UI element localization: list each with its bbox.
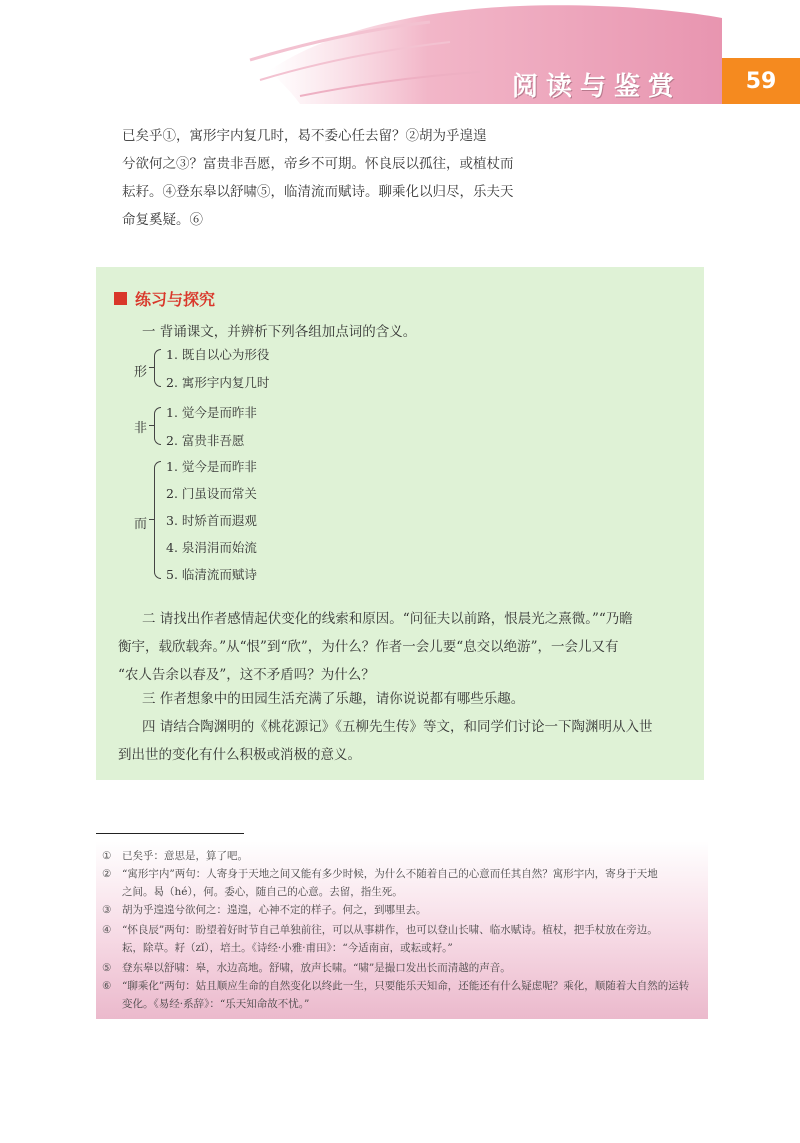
question-4-line: 到出世的变化有什么积极或消极的意义。 <box>118 747 361 763</box>
question-2-line: 二 请找出作者感情起伏变化的线索和原因。“问征夫以前路，恨晨光之熹微。”“乃瞻 <box>142 611 633 627</box>
footnote-mark: ③ <box>102 904 112 916</box>
footnote-text: “怀良辰”两句：盼望着好时节自己单独前往，可以从事耕作，也可以登山长啸、临水赋诗。植杖，把手杖放在旁边。 <box>122 924 658 936</box>
group-item: 3. 时矫首而遐观 <box>166 513 257 528</box>
poem-excerpt <box>122 122 592 234</box>
poem-line: 耘耔。④登东皋以舒啸⑤，临清流而赋诗。聊乘化以归尽，乐夫天 <box>122 184 514 200</box>
question-2-line: 衡宇，载欣载奔。”从“恨”到“欣”，为什么？作者一会儿要“息交以绝游”，一会儿又有 <box>118 639 619 655</box>
footnote <box>102 865 702 901</box>
question-1: 一 背诵课文，并辨析下列各组加点词的含义。 <box>142 324 417 340</box>
footnotes <box>96 841 708 1019</box>
poem-line: 已矣乎①，寓形宇内复几时，曷不委心任去留？②胡为乎遑遑 <box>122 128 487 144</box>
group-item: 5. 临清流而赋诗 <box>166 567 257 582</box>
brace-icon <box>154 349 161 387</box>
group-char: 非 <box>134 421 148 436</box>
group-char: 而 <box>134 517 148 532</box>
footnote-text: “聊乘化”两句：姑且顺应生命的自然变化以终此一生，只要能乐天知命，还能还有什么疑虑呢？乘化，顺随着大自然的运转 <box>122 980 690 992</box>
group-item: 4. 泉涓涓而始流 <box>166 540 257 555</box>
question-4-line: 四 请结合陶渊明的《桃花源记》《五柳先生传》等文，和同学们讨论一下陶渊明从入世 <box>142 719 653 735</box>
footnote <box>102 901 702 919</box>
footnote-text: 变化。《易经·系辞》：“乐天知命故不忧。” <box>122 998 310 1010</box>
group-item: 2. 寓形宇内复几时 <box>166 375 270 390</box>
group-item: 1. 觉今是而昨非 <box>166 405 257 420</box>
footnote-mark: ① <box>102 850 112 862</box>
exercise-heading <box>114 287 215 310</box>
brace-icon <box>154 461 161 579</box>
heading-square-icon <box>114 292 127 305</box>
footnote <box>102 847 702 865</box>
footnote-text: 之间。曷（hé），何。委心，随自己的心意。去留，指生死。 <box>122 886 403 898</box>
group-item: 1. 觉今是而昨非 <box>166 459 257 474</box>
footnote-mark: ⑤ <box>102 962 112 974</box>
footnote <box>102 959 702 977</box>
question-4 <box>118 713 688 769</box>
footnote-mark: ⑥ <box>102 980 112 992</box>
footnote-text: 耘，除草。耔（zǐ），培土。《诗经·小雅·甫田》：“今适南亩，或耘或耔。” <box>122 942 453 954</box>
footnote-mark: ② <box>102 868 112 880</box>
poem-line: 兮欲何之③？富贵非吾愿，帝乡不可期。怀良辰以孤往，或植杖而 <box>122 156 514 172</box>
exercise-box <box>96 267 704 780</box>
footnote-text: 胡为乎遑遑兮欲何之：遑遑，心神不定的样子。何之，到哪里去。 <box>122 904 427 916</box>
footnote-text: 登东皋以舒啸：皋，水边高地。舒啸，放声长啸。“啸”是撮口发出长而清越的声音。 <box>122 962 511 974</box>
group-item: 2. 门虽设而常关 <box>166 486 257 501</box>
exercise-heading-text: 练习与探究 <box>135 290 216 309</box>
question-2-line: “农人告余以春及”，这不矛盾吗？为什么？ <box>118 667 375 683</box>
section-title: 阅读与鉴赏 <box>512 72 683 102</box>
group-item: 2. 富贵非吾愿 <box>166 433 245 448</box>
question-2 <box>118 605 688 689</box>
footnote <box>102 921 702 957</box>
footnote <box>102 977 702 1013</box>
brace-icon <box>154 407 161 445</box>
footnote-mark: ④ <box>102 924 112 936</box>
question-3: 三 作者想象中的田园生活充满了乐趣，请你说说都有哪些乐趣。 <box>142 691 525 707</box>
footnote-divider <box>96 833 244 834</box>
poem-line: 命复奚疑。⑥ <box>122 212 203 228</box>
group-char: 形 <box>134 365 148 380</box>
page-number: 59 <box>722 58 800 104</box>
footnote-text: “寓形宇内”两句：人寄身于天地之间又能有多少时候，为什么不随着自己的心意而任其自然？寓形宇内，寄身于天地 <box>122 868 658 880</box>
group-item: 1. 既自以心为形役 <box>166 347 270 362</box>
footnote-text: 已矣乎：意思是，算了吧。 <box>122 850 248 862</box>
